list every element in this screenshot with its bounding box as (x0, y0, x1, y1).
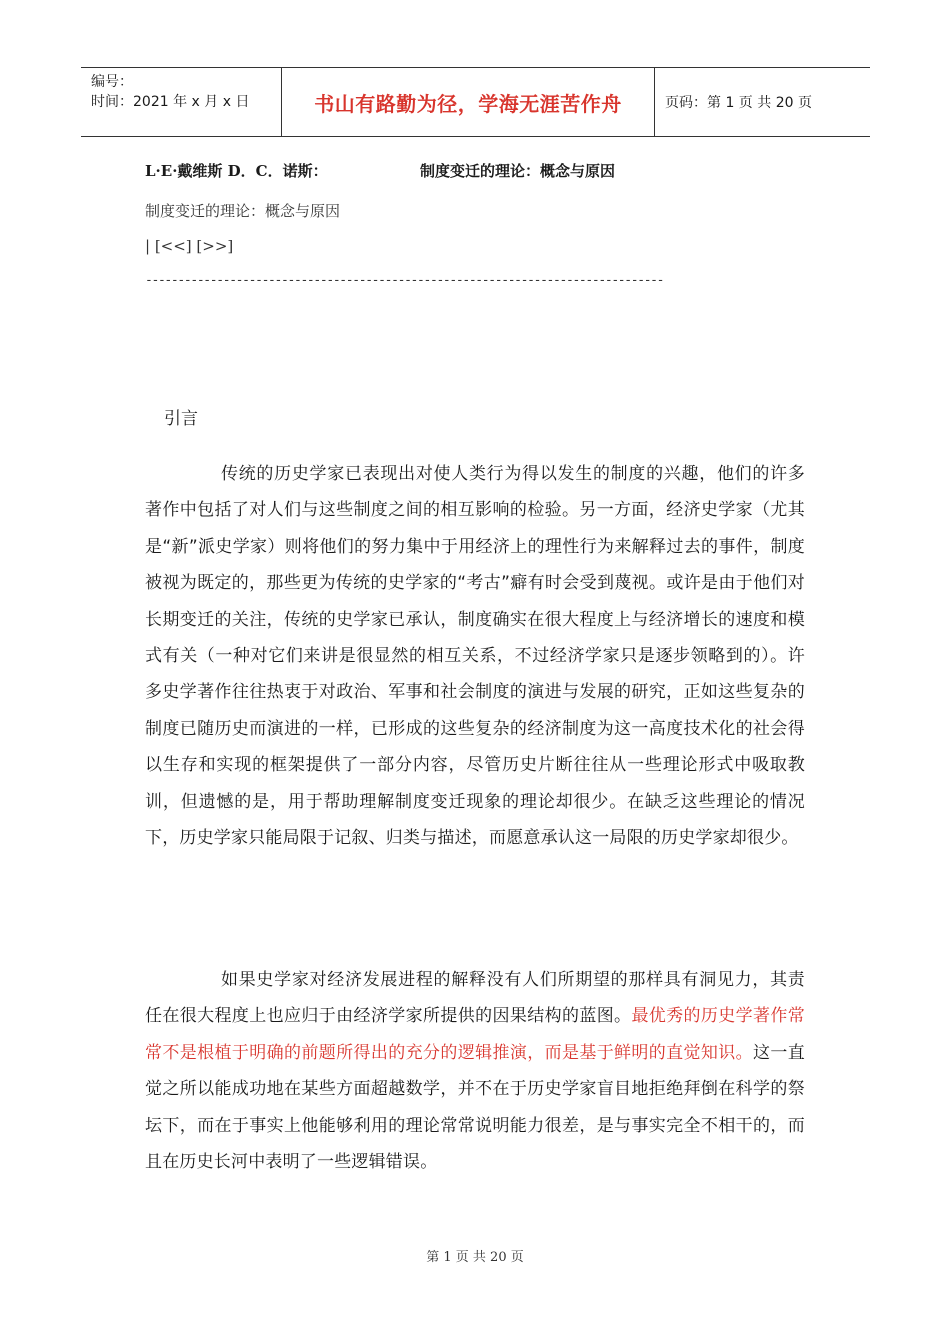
header-info-cell (81, 68, 282, 136)
page-footer: 第 1 页 共 20 页 (426, 1250, 524, 1265)
header-page-cell (655, 68, 870, 136)
document-code-label: 编号： (91, 74, 133, 90)
paragraph-2-lead: 如果史学家对经济发展进程的解释没有人们所期望的那样具有洞见力，其责任在很大程度上也应归于由经济学家所提供的因果结构的蓝图。 (145, 970, 805, 1027)
page-navigation-links[interactable]: | [<<] [>>] (145, 237, 234, 255)
header-page-info: 页码：第 1 页 共 20 页 (665, 95, 812, 111)
document-date: 时间：2021 年 x 月 x 日 (91, 94, 250, 110)
paragraph-2-rest: 这一直觉之所以能成功地在某些方面超越数学，并不在于历史学家盲目地拒绝拜倒在科学的祭坛下，而在于事实上他能够利用的理论常常说明能力很差，是与事实完全不相干的，而且在历史长河中表明了一些逻辑错误。 (145, 1042, 805, 1173)
header-slogan: 书山有路勤为径，学海无涯苦作舟 (314, 91, 622, 116)
article-authors: L·E·戴维斯 D．C．诺斯： (145, 162, 328, 180)
section-heading: 引言 (164, 409, 198, 429)
document-header (81, 67, 870, 137)
header-slogan-cell (282, 68, 655, 136)
separator-rule: -------------------------------------------------------------------------------- (145, 273, 664, 288)
article-title-line (145, 160, 845, 184)
highlighted-text: 最优秀的历史学著作常常不是根植于明确的前题所得出的充分的逻辑推演，而是基于鲜明的直觉知识。 (145, 1006, 805, 1063)
paragraph-1: 传统的历史学家已表现出对使人类行为得以发生的制度的兴趣，他们的许多著作中包括了对人们与这些制度之间的相互影响的检验。另一方面，经济史学家（尤其是“新”派史学家）则将他们的努力集中于用经济上的理性行为来解释过去的事件，制度被视为既定的，那些更为传统的史学家的“考古”癖有时会受到蔑视。或许是由于他们对长期变迁的关注，传统的史学家已承认，制度确实在很大程度上与经济增长的速度和模式有关（一种对它们来讲是很显然的相互关系，不过经济学家只是逐步领略到的）。许多史学著作往往热衷于对政治、军事和社会制度的演进与发展的研究，正如这些复杂的制度已随历史而演进的一样，已形成的这些复杂的经济制度为这一高度技术化的社会得以生存和实现的框架提供了一部分内容，尽管历史片断往往从一些理论形式中吸取教训，但遗憾的是，用于帮助理解制度变迁现象的理论却很少。在缺乏这些理论的情况下，历史学家只能局限于记叙、归类与描述，而愿意承认这一局限的历史学家却很少。 (145, 464, 805, 849)
paragraph-2 (145, 962, 805, 1180)
article-title: 制度变迁的理论：概念与原因 (420, 162, 616, 180)
article-subtitle: 制度变迁的理论：概念与原因 (145, 202, 341, 220)
